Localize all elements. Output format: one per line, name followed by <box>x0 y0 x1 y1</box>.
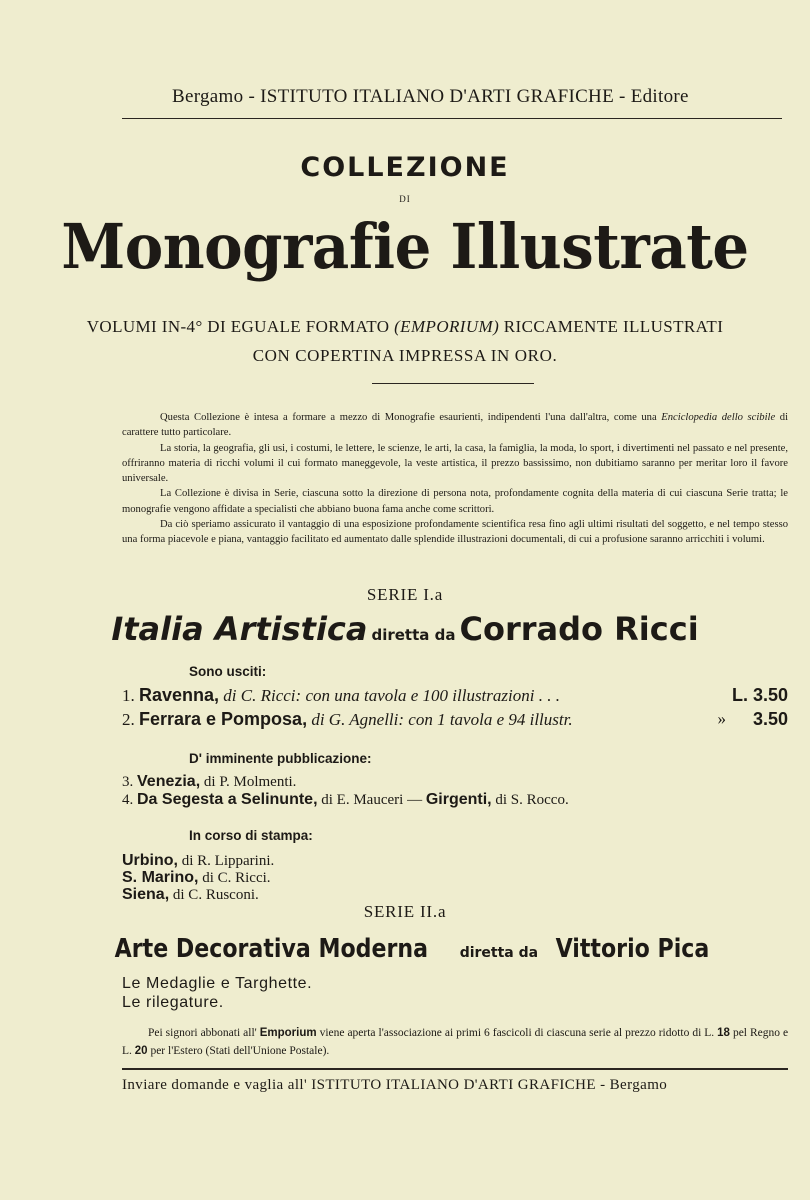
stampa-heading: In corso di stampa: <box>189 828 313 843</box>
price-estero: 20 <box>134 1045 148 1057</box>
collezione-heading: COLLEZIONE <box>300 152 510 183</box>
item-author-2: di S. Rocco. <box>495 792 569 808</box>
item-author: di P. Molmenti. <box>203 774 297 790</box>
item-title: Ravenna, <box>139 685 220 705</box>
footer-text: Inviare domande e vaglia all' ISTITUTO ITALIANO D'ARTI GRAFICHE - Bergamo <box>122 1077 668 1093</box>
list-item-ferrara: 2. Ferrara e Pomposa, di G. Agnelli: con 1 tavola e 94 illustr. » 3.50 <box>122 709 788 729</box>
main-title: Monografie Illustrate <box>61 210 749 283</box>
item-title: Siena, <box>122 886 170 903</box>
subtitle-emporium: (EMPORIUM) <box>394 317 500 336</box>
subscription-note: Pei signori abbonati all' Emporium viene aperta l'associazione ai primi 6 fascicoli di ciascuna serie al prezzo ridotto di L. 18 pel Regno e L. 20 per l'Estero (Stati dell'Unione Postale). <box>122 1027 789 1057</box>
serie-2-director: Vittorio Pica <box>555 934 710 964</box>
header-rule <box>122 118 782 119</box>
emporium-name: Emporium <box>259 1027 317 1039</box>
serie-1-director: Corrado Ricci <box>459 610 699 648</box>
intro-text <box>122 410 788 548</box>
intro-paragraph-2: La storia, la geografia, gli usi, i costumi, le lettere, le scienze, le arti, la casa, la famiglia, la moda, lo sport, i divertimenti nel passato e nel presente, offriranno materia di ricchi volumi il cui formato maneggevole, la veste artistica, il prezzo bassissimo, non dubitiamo saranno per meritar loro il favore universale. <box>122 442 788 485</box>
serie-2-diretta: diretta da <box>459 945 539 961</box>
usciti-heading: Sono usciti: <box>189 664 267 679</box>
subtitle-part-c: RICCAMENTE ILLUSTRATI <box>503 317 724 336</box>
list-item-segesta: 4. Da Segesta a Selinunte, di E. Mauceri — Girgenti, di S. Rocco. <box>122 791 569 808</box>
subtitle-line-2: CON COPERTINA IMPRESSA IN ORO. <box>252 346 558 365</box>
list-item-ravenna: 1. Ravenna, di C. Ricci: con una tavola e 100 illustrazioni . . . L. 3.50 <box>122 685 788 705</box>
serie-1-label: SERIE I.a <box>366 585 444 604</box>
list-item-san-marino <box>122 869 271 887</box>
item-title: Ferrara e Pomposa, <box>139 709 308 729</box>
list-item-venezia: 3. Venezia, di P. Molmenti. <box>122 773 297 790</box>
item-title: S. Marino, <box>122 869 199 886</box>
item-price: 3.50 <box>752 709 788 729</box>
serie-2-item-rilegature: Le rilegature. <box>122 994 224 1011</box>
di-label: DI <box>399 194 411 204</box>
serie-2-item-medaglie: Le Medaglie e Targhette. <box>122 975 313 992</box>
item-description: di G. Agnelli: con 1 tavola e 94 illustr. <box>311 710 573 729</box>
item-price: L. 3.50 <box>731 685 788 705</box>
item-author: di E. Mauceri — <box>321 792 423 808</box>
serie-1-title: Italia Artistica <box>111 610 368 648</box>
item-title: Venezia, <box>137 773 201 790</box>
item-title: Urbino, <box>122 852 178 869</box>
serie-2-title-line <box>0 934 810 964</box>
serie-1-diretta: diretta da <box>371 626 456 644</box>
intro-paragraph-3: La Collezione è divisa in Serie, ciascuna sotto la direzione di persona nota, profondamente cognita della materia di cui ciascuna Serie tratta; le monografie vengono affidate a specialisti che abbiano buona fama anche come scrittori. <box>122 488 788 515</box>
enciclopedia-phrase: Enciclopedia dello scibile <box>661 412 776 423</box>
subtitle-part-a: VOLUMI IN-4° DI EGUALE FORMATO <box>86 317 390 336</box>
subtitle-line-1 <box>0 317 810 337</box>
serie-2-label: SERIE II.a <box>363 902 447 921</box>
item-author: di C. Ricci. <box>202 870 271 886</box>
imminente-heading: D' imminente pubblicazione: <box>189 751 372 766</box>
item-title: Da Segesta a Selinunte, <box>137 791 318 808</box>
price-regno: 18 <box>717 1027 730 1039</box>
item-description: di C. Ricci: con una tavola e 100 illustrazioni . . . <box>223 686 560 705</box>
publisher-line: Bergamo - ISTITUTO ITALIANO D'ARTI GRAFICHE - Editore <box>172 86 689 107</box>
item-author: di R. Lipparini. <box>181 853 275 869</box>
serie-1-title-line <box>0 610 810 648</box>
intro-paragraph-4: Da ciò speriamo assicurato il vantaggio di una esposizione profondamente scientifica resa fino agli ultimi risultati del soggetto, e nel tempo stesso una forma piacevole e piana, vantaggio facilitato ed aumentato dalle splendide illustrazioni documentali, di cui a profusione saranno arricchiti i volumi. <box>122 519 788 546</box>
item-title-2: Girgenti, <box>425 791 492 808</box>
serie-2-title: Arte Decorativa Moderna <box>114 934 429 964</box>
footer-rule <box>122 1068 788 1070</box>
list-item-urbino <box>122 852 274 870</box>
item-author: di C. Rusconi. <box>172 887 259 903</box>
item-ditto-mark: » <box>717 709 726 728</box>
title-rule <box>372 383 534 384</box>
intro-paragraph-1: Questa Collezione è intesa a formare a mezzo di Monografie esaurienti, indipendenti l'una dall'altra, come una Enciclopedia dello scibile di carattere tutto particolare. <box>122 412 789 439</box>
